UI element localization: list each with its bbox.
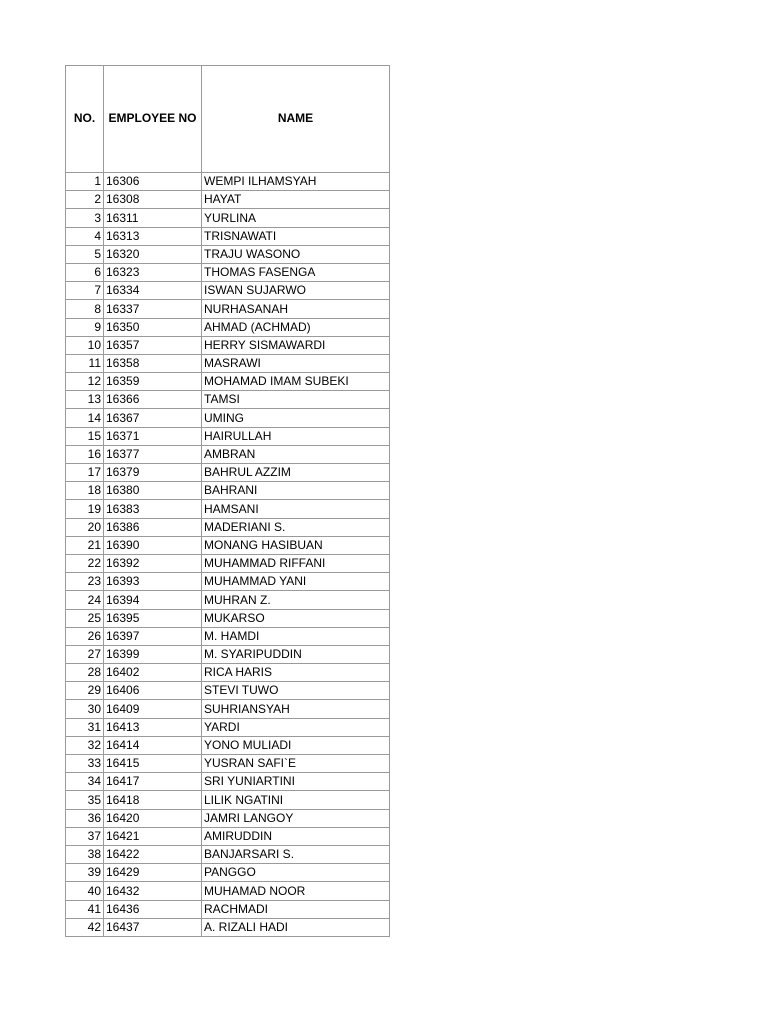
employee-name-cell: YURLINA (202, 209, 390, 227)
employee-name-cell: YONO MULIADI (202, 736, 390, 754)
row-number-cell: 14 (66, 409, 104, 427)
row-number-cell: 19 (66, 500, 104, 518)
employee-name-cell: MUHAMMAD RIFFANI (202, 554, 390, 572)
row-number-cell: 40 (66, 882, 104, 900)
employee-name-cell: ISWAN SUJARWO (202, 282, 390, 300)
employee-name-cell: MUKARSO (202, 609, 390, 627)
table-row (66, 336, 390, 354)
employee-number-cell: 16358 (104, 354, 202, 372)
table-row (66, 191, 390, 209)
table-row (66, 354, 390, 372)
employee-name-cell: MUHAMAD NOOR (202, 882, 390, 900)
employee-number-cell: 16393 (104, 573, 202, 591)
employee-name-cell: AMIRUDDIN (202, 827, 390, 845)
employee-name-cell: AHMAD (ACHMAD) (202, 318, 390, 336)
employee-number-cell: 16357 (104, 336, 202, 354)
table-row (66, 282, 390, 300)
table-row (66, 809, 390, 827)
row-number-cell: 7 (66, 282, 104, 300)
table-row (66, 536, 390, 554)
table-row (66, 736, 390, 754)
table-row (66, 227, 390, 245)
row-number-cell: 23 (66, 573, 104, 591)
employee-number-cell: 16422 (104, 845, 202, 863)
row-number-cell: 4 (66, 227, 104, 245)
row-number-cell: 32 (66, 736, 104, 754)
row-number-cell: 27 (66, 645, 104, 663)
row-number-cell: 30 (66, 700, 104, 718)
row-number-cell: 26 (66, 627, 104, 645)
employee-name-cell: WEMPI ILHAMSYAH (202, 173, 390, 191)
column-header-employee-no: EMPLOYEE NO (104, 66, 202, 173)
employee-number-cell: 16379 (104, 464, 202, 482)
employee-number-cell: 16306 (104, 173, 202, 191)
employee-name-cell: SUHRIANSYAH (202, 700, 390, 718)
table-row (66, 573, 390, 591)
row-number-cell: 5 (66, 245, 104, 263)
employee-number-cell: 16383 (104, 500, 202, 518)
row-number-cell: 38 (66, 845, 104, 863)
employee-number-cell: 16429 (104, 864, 202, 882)
table-header-row (66, 66, 390, 173)
table-body (66, 173, 390, 937)
row-number-cell: 41 (66, 900, 104, 918)
row-number-cell: 12 (66, 373, 104, 391)
employee-number-cell: 16417 (104, 773, 202, 791)
row-number-cell: 29 (66, 682, 104, 700)
table-row (66, 773, 390, 791)
table-row (66, 827, 390, 845)
row-number-cell: 17 (66, 464, 104, 482)
employee-table-container (65, 65, 389, 937)
row-number-cell: 13 (66, 391, 104, 409)
table-row (66, 591, 390, 609)
table-row (66, 318, 390, 336)
table-row (66, 791, 390, 809)
employee-number-cell: 16402 (104, 664, 202, 682)
table-row (66, 209, 390, 227)
employee-name-cell: YUSRAN SAFI`E (202, 755, 390, 773)
row-number-cell: 11 (66, 354, 104, 372)
employee-number-cell: 16359 (104, 373, 202, 391)
employee-number-cell: 16436 (104, 900, 202, 918)
employee-name-cell: HERRY SISMAWARDI (202, 336, 390, 354)
employee-number-cell: 16377 (104, 445, 202, 463)
row-number-cell: 33 (66, 755, 104, 773)
table-row (66, 373, 390, 391)
employee-number-cell: 16406 (104, 682, 202, 700)
employee-name-cell: MASRAWI (202, 354, 390, 372)
column-header-name: NAME (202, 66, 390, 173)
table-row (66, 263, 390, 281)
employee-name-cell: TRISNAWATI (202, 227, 390, 245)
employee-name-cell: HAYAT (202, 191, 390, 209)
employee-number-cell: 16350 (104, 318, 202, 336)
employee-number-cell: 16390 (104, 536, 202, 554)
employee-name-cell: BAHRUL AZZIM (202, 464, 390, 482)
employee-name-cell: NURHASANAH (202, 300, 390, 318)
table-row (66, 445, 390, 463)
employee-name-cell: MUHRAN Z. (202, 591, 390, 609)
table-row (66, 391, 390, 409)
employee-number-cell: 16409 (104, 700, 202, 718)
row-number-cell: 25 (66, 609, 104, 627)
employee-number-cell: 16432 (104, 882, 202, 900)
employee-number-cell: 16420 (104, 809, 202, 827)
employee-name-cell: MADERIANI S. (202, 518, 390, 536)
employee-name-cell: YARDI (202, 718, 390, 736)
row-number-cell: 42 (66, 918, 104, 936)
table-row (66, 664, 390, 682)
row-number-cell: 20 (66, 518, 104, 536)
row-number-cell: 22 (66, 554, 104, 572)
employee-name-cell: THOMAS FASENGA (202, 263, 390, 281)
row-number-cell: 9 (66, 318, 104, 336)
table-row (66, 845, 390, 863)
employee-name-cell: MONANG HASIBUAN (202, 536, 390, 554)
employee-number-cell: 16392 (104, 554, 202, 572)
employee-name-cell: MUHAMMAD YANI (202, 573, 390, 591)
row-number-cell: 28 (66, 664, 104, 682)
table-row (66, 300, 390, 318)
employee-number-cell: 16437 (104, 918, 202, 936)
employee-name-cell: RACHMADI (202, 900, 390, 918)
employee-name-cell: TAMSI (202, 391, 390, 409)
employee-number-cell: 16366 (104, 391, 202, 409)
row-number-cell: 35 (66, 791, 104, 809)
employee-name-cell: UMING (202, 409, 390, 427)
row-number-cell: 18 (66, 482, 104, 500)
row-number-cell: 6 (66, 263, 104, 281)
row-number-cell: 37 (66, 827, 104, 845)
table-row (66, 864, 390, 882)
employee-name-cell: RICA HARIS (202, 664, 390, 682)
employee-name-cell: TRAJU WASONO (202, 245, 390, 263)
table-row (66, 500, 390, 518)
row-number-cell: 16 (66, 445, 104, 463)
column-header-no: NO. (66, 66, 104, 173)
employee-number-cell: 16320 (104, 245, 202, 263)
employee-name-cell: STEVI TUWO (202, 682, 390, 700)
employee-number-cell: 16413 (104, 718, 202, 736)
table-row (66, 482, 390, 500)
employee-name-cell: AMBRAN (202, 445, 390, 463)
table-row (66, 609, 390, 627)
employee-number-cell: 16337 (104, 300, 202, 318)
employee-number-cell: 16334 (104, 282, 202, 300)
employee-number-cell: 16415 (104, 755, 202, 773)
table-row (66, 755, 390, 773)
table-row (66, 409, 390, 427)
employee-number-cell: 16397 (104, 627, 202, 645)
row-number-cell: 24 (66, 591, 104, 609)
employee-number-cell: 16380 (104, 482, 202, 500)
employee-name-cell: MOHAMAD IMAM SUBEKI (202, 373, 390, 391)
employee-number-cell: 16418 (104, 791, 202, 809)
employee-number-cell: 16414 (104, 736, 202, 754)
table-row (66, 882, 390, 900)
employee-name-cell: A. RIZALI HADI (202, 918, 390, 936)
employee-number-cell: 16313 (104, 227, 202, 245)
employee-name-cell: SRI YUNIARTINI (202, 773, 390, 791)
table-row (66, 918, 390, 936)
row-number-cell: 21 (66, 536, 104, 554)
table-row (66, 645, 390, 663)
row-number-cell: 1 (66, 173, 104, 191)
employee-name-cell: HAMSANI (202, 500, 390, 518)
table-row (66, 518, 390, 536)
employee-number-cell: 16308 (104, 191, 202, 209)
table-row (66, 718, 390, 736)
employee-number-cell: 16311 (104, 209, 202, 227)
employee-number-cell: 16421 (104, 827, 202, 845)
employee-name-cell: M. HAMDI (202, 627, 390, 645)
row-number-cell: 10 (66, 336, 104, 354)
employee-name-cell: HAIRULLAH (202, 427, 390, 445)
employee-number-cell: 16323 (104, 263, 202, 281)
table-row (66, 900, 390, 918)
table-row (66, 173, 390, 191)
table-row (66, 464, 390, 482)
employee-number-cell: 16395 (104, 609, 202, 627)
employee-number-cell: 16394 (104, 591, 202, 609)
employee-name-cell: BAHRANI (202, 482, 390, 500)
employee-table (65, 65, 390, 937)
table-row (66, 427, 390, 445)
table-row (66, 682, 390, 700)
employee-number-cell: 16386 (104, 518, 202, 536)
employee-name-cell: BANJARSARI S. (202, 845, 390, 863)
employee-number-cell: 16371 (104, 427, 202, 445)
row-number-cell: 36 (66, 809, 104, 827)
employee-name-cell: PANGGO (202, 864, 390, 882)
table-row (66, 700, 390, 718)
row-number-cell: 31 (66, 718, 104, 736)
employee-name-cell: JAMRI LANGOY (202, 809, 390, 827)
employee-number-cell: 16367 (104, 409, 202, 427)
employee-name-cell: LILIK NGATINI (202, 791, 390, 809)
row-number-cell: 15 (66, 427, 104, 445)
table-row (66, 627, 390, 645)
employee-name-cell: M. SYARIPUDDIN (202, 645, 390, 663)
row-number-cell: 8 (66, 300, 104, 318)
row-number-cell: 3 (66, 209, 104, 227)
table-row (66, 245, 390, 263)
row-number-cell: 2 (66, 191, 104, 209)
employee-number-cell: 16399 (104, 645, 202, 663)
table-row (66, 554, 390, 572)
row-number-cell: 39 (66, 864, 104, 882)
row-number-cell: 34 (66, 773, 104, 791)
